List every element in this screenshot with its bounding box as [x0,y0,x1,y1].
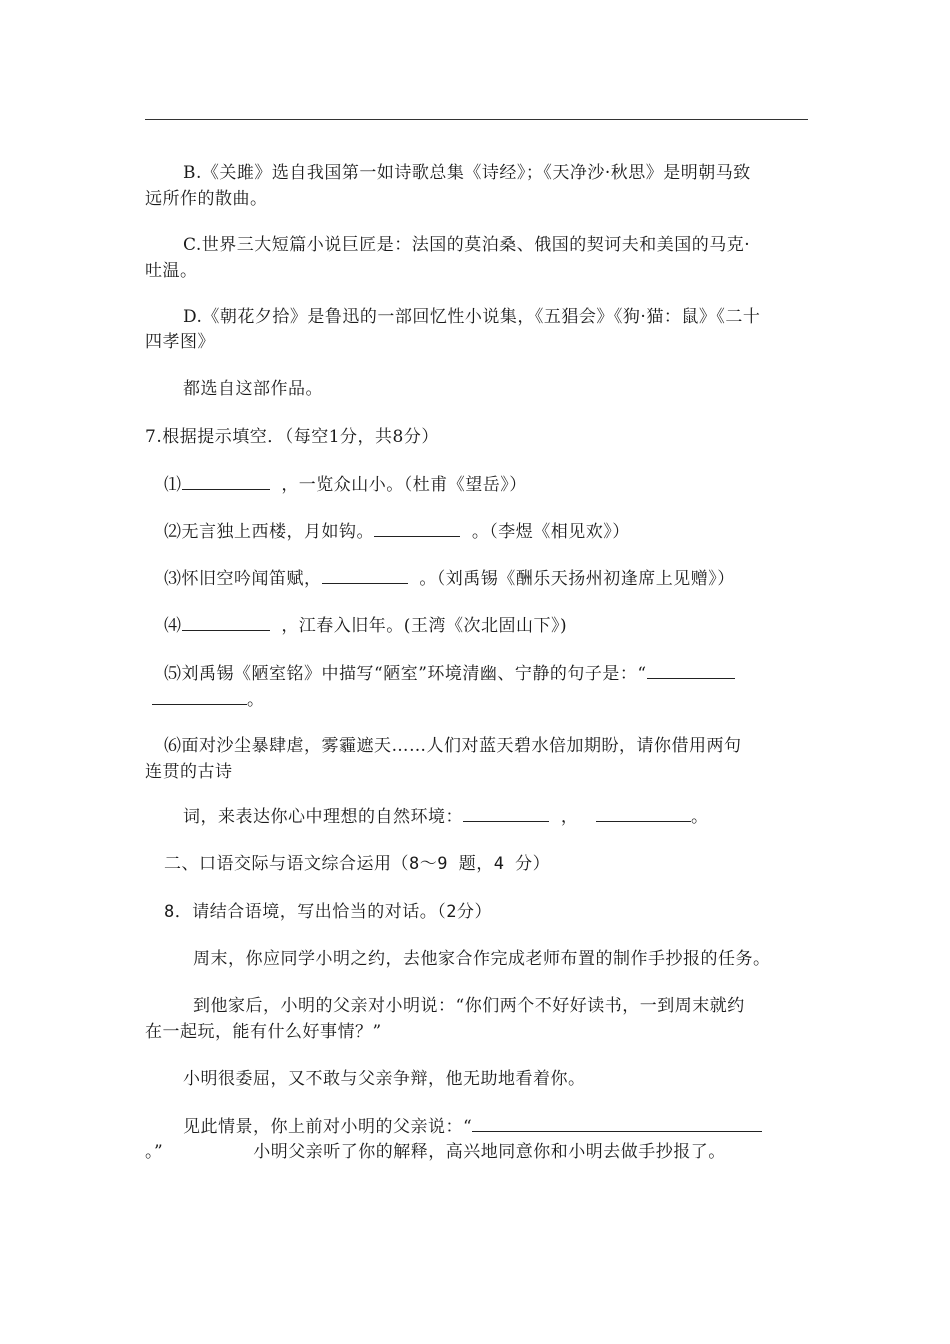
q8-para2-line2: 在一起玩，能有什么好事情？” [145,1022,382,1042]
q7-item4 [164,614,567,637]
q7-item2-pre: 无言独上西楼，月如钩。 [181,522,374,542]
q7-item6-end: 。 [691,807,709,827]
q7-item6-line3-pre: 词，来表达你心中理想的自然环境： [183,807,463,827]
q8-title: 8．请结合语境，写出恰当的对话。（2分） [164,902,492,922]
q7-item1-num: ⑴ [164,475,182,495]
option-d-line2: 四孝图》 [145,332,215,352]
q7-item5-end: 。 [247,690,265,710]
q7-item3-blank[interactable] [322,567,408,584]
option-c-line1: C.世界三大短篇小说巨匠是：法国的莫泊桑、俄国的契诃夫和美国的马克· [183,235,751,255]
q7-item6-sep: ， [560,807,579,827]
q8-para1: 周末，你应同学小明之约，去他家合作完成老师布置的制作手抄报的任务。 [193,949,771,969]
q7-item6-line2: 连贯的古诗 [145,762,233,782]
q7-item3 [164,567,735,590]
q7-item3-num: ⑶ [164,569,182,589]
q7-item1 [164,473,527,496]
q7-item1-text: ，一览众山小。（杜甫《望岳》） [281,475,527,495]
q7-item6-line1-text: 面对沙尘暴肆虐，雾霾遮天……人们对蓝天碧水倍加期盼，请你借用两句 [181,736,742,756]
q7-item2-blank[interactable] [374,520,460,537]
q7-item5-blank-a[interactable] [647,662,735,679]
q7-item6-line3 [183,805,709,828]
q7-item5-num: ⑸ [164,664,182,684]
q7-item1-blank[interactable] [182,473,270,490]
option-c-line2: 吐温。 [145,261,198,281]
q7-item4-blank[interactable] [182,614,270,631]
q8-para4-pre: 见此情景，你上前对小明的父亲说：“ [183,1117,473,1137]
q7-item5-pre: 刘禹锡《陋室铭》中描写“陋室”环境清幽、宁静的句子是：“ [181,664,647,684]
q8-para4-tail: 小明父亲听了你的解释，高兴地同意你和小明去做手抄报了。 [253,1142,726,1162]
q8-para4-line2 [145,1141,726,1163]
header-rule [145,119,808,120]
q8-para4-close: 。” [145,1142,164,1162]
option-d-line3: 都选自这部作品。 [183,379,323,399]
q7-item5-blank-b[interactable] [152,688,247,705]
option-d-line1: D.《朝花夕拾》是鲁迅的一部回忆性小说集，《五猖会》《狗·猫：鼠》《二十 [183,307,761,327]
q7-item2 [164,520,630,543]
q7-item2-post: 。（李煜《相见欢》） [471,522,630,542]
q7-item6-blank-a[interactable] [463,805,549,822]
q8-answer-blank[interactable] [472,1115,762,1132]
option-b-line2: 远所作的散曲。 [145,189,268,209]
q8-para4-line1 [183,1115,762,1138]
q8-para3: 小明很委屈，又不敢与父亲争辩，他无助地看着你。 [183,1069,586,1089]
option-b-line1: B.《关雎》选自我国第一如诗歌总集《诗经》；《天净沙·秋思》是明朝马致 [183,163,751,183]
q7-item6-num: ⑹ [164,736,182,756]
q7-item4-num: ⑷ [164,616,182,636]
q7-item5-line1 [164,662,735,685]
q7-item5-line2 [152,688,265,711]
q7-item3-pre: 怀旧空吟闻笛赋， [181,569,322,589]
section2-title: 二、口语交际与语文综合运用（8～9 题，4 分） [164,854,551,874]
q7-item3-post: 。（刘禹锡《酬乐天扬州初逢席上见赠》） [419,569,735,589]
q8-para2-line1: 到他家后，小明的父亲对小明说：“你们两个不好好读书，一到周末就约 [193,996,745,1016]
q7-item2-num: ⑵ [164,522,182,542]
q7-item6-line1 [164,735,742,757]
q7-title: 7.根据提示填空．（每空1分，共8分） [145,427,439,447]
q7-item4-text: ，江春入旧年。(王湾《次北固山下》) [281,616,568,636]
q7-item6-blank-b[interactable] [596,805,691,822]
